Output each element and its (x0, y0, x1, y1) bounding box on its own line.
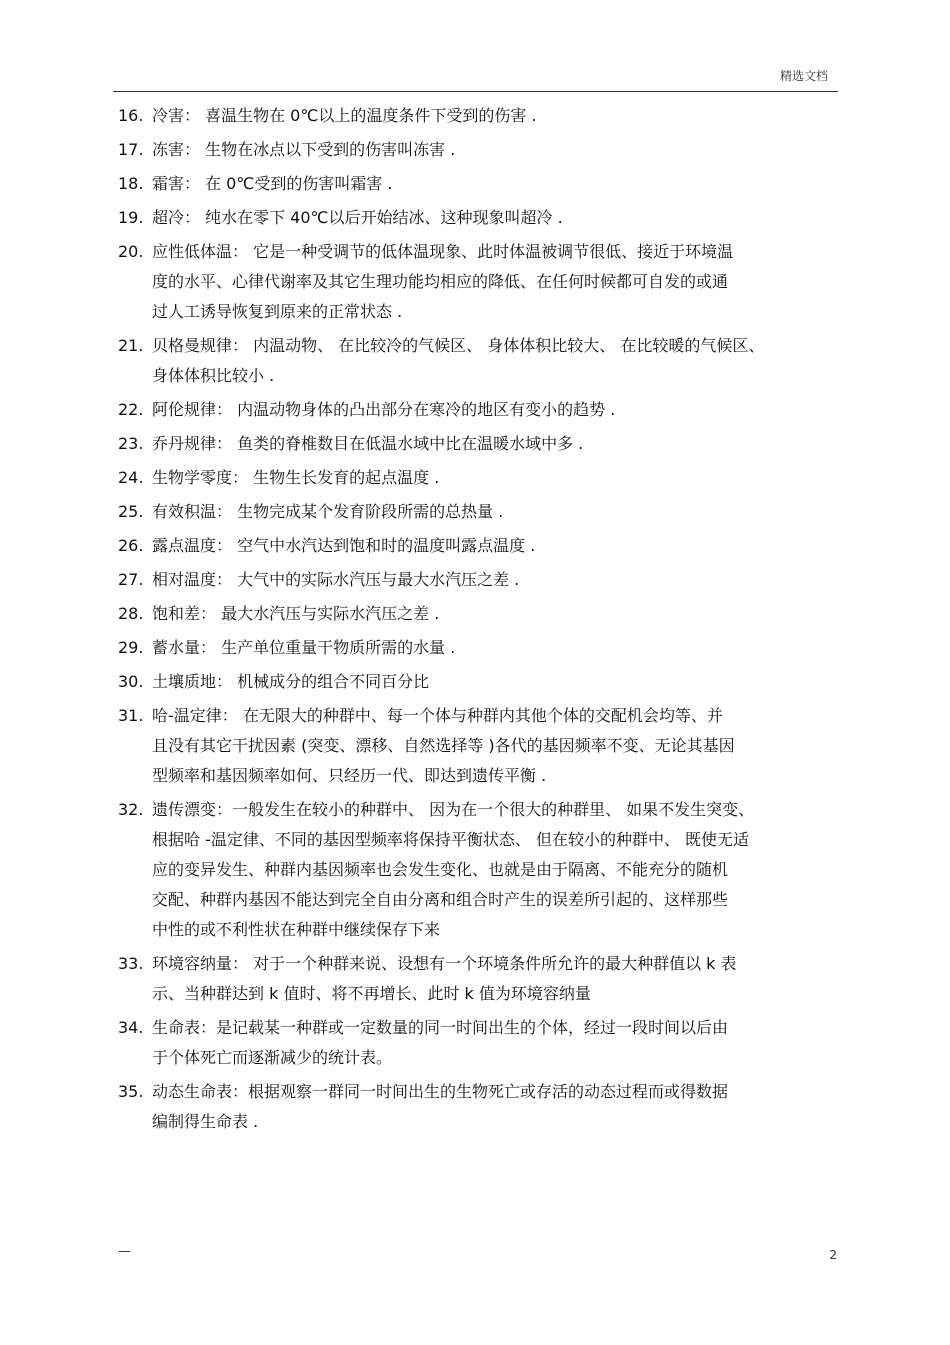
entry-number: 22. (118, 400, 144, 419)
definition-entry (118, 135, 843, 165)
entry-text-line: 度的水平、心律代谢率及其它生理功能均相应的降低、在任何时候都可自发的或通 (152, 272, 729, 291)
definition-entry (118, 949, 843, 1009)
entry-text-line: 示、当种群达到 k 值时、将不再增长、此时 k 值为环境容纳量 (152, 984, 591, 1003)
header-rule (113, 91, 838, 92)
definition-entry (118, 1013, 843, 1073)
definition-entry (118, 101, 843, 131)
entry-text-line: 相对温度： 大气中的实际水汽压与最大水汽压之差 . (152, 570, 520, 589)
entry-text-line: 贝格曼规律： 内温动物、 在比较冷的气候区、 身体体积比较大、 在比较暖的气候区、 (152, 336, 765, 355)
definition-entry (118, 169, 843, 199)
definition-entry (118, 565, 843, 595)
page-number: 2 (829, 1248, 837, 1262)
entry-text-line: 露点温度： 空气中水汽达到饱和时的温度叫露点温度 . (152, 536, 536, 555)
entry-text-line: 冻害： 生物在冰点以下受到的伤害叫冻害 . (152, 140, 456, 159)
entry-text-line: 蓄水量： 生产单位重量干物质所需的水量 . (152, 638, 456, 657)
header-label: 精选文档 (779, 69, 828, 83)
entry-number: 32. (118, 800, 144, 819)
definition-entry (118, 331, 843, 391)
definition-entry (118, 429, 843, 459)
entry-text-line: 应性低体温： 它是一种受调节的低体温现象、此时体温被调节很低、接近于环境温 (152, 242, 734, 261)
entry-text-line: 生物学零度： 生物生长发育的起点温度 . (152, 468, 440, 487)
entry-number: 18. (118, 174, 144, 193)
entry-text-line: 应的变异发生、种群内基因频率也会发生变化、也就是由于隔离、不能充分的随机 (152, 860, 729, 879)
entry-text-line: 身体体积比较小 . (152, 366, 275, 385)
entry-number: 28. (118, 604, 144, 623)
entry-number: 29. (118, 638, 144, 657)
entry-number: 24. (118, 468, 144, 487)
entry-text-line: 霜害： 在 0℃受到的伤害叫霜害 . (152, 174, 393, 193)
entry-text-line: 乔丹规律： 鱼类的脊椎数目在低温水域中比在温暖水域中多 . (152, 434, 584, 453)
entry-text-line: 于个体死亡而逐渐减少的统计表。 (152, 1048, 393, 1067)
definition-entry (118, 701, 843, 791)
entry-number: 27. (118, 570, 144, 589)
entry-text-line: 根据哈 -温定律、不同的基因型频率将保持平衡状态、 但在较小的种群中、 既使无适 (152, 830, 750, 849)
entry-text-line: 哈-温定律： 在无限大的种群中、每一个体与种群内其他个体的交配机会均等、并 (152, 706, 723, 725)
entry-text-line: 生命表：是记载某一种群或一定数量的同一时间出生的个体，经过一段时间以后由 (152, 1018, 729, 1037)
definition-entry (118, 531, 843, 561)
entry-number: 31. (118, 706, 144, 725)
entry-text-line: 有效积温： 生物完成某个发育阶段所需的总热量 . (152, 502, 504, 521)
definition-entry (118, 1077, 843, 1137)
entry-number: 30. (118, 672, 144, 691)
entry-text-line: 土壤质地： 机械成分的组合不同百分比 (152, 672, 430, 691)
entry-text-line: 环境容纳量： 对于一个种群来说、设想有一个环境条件所允许的最大种群值以 k 表 (152, 954, 737, 973)
entry-text-line: 交配、种群内基因不能达到完全自由分离和组合时产生的误差所引起的、这样那些 (152, 890, 729, 909)
entry-text-line: 超冷： 纯水在零下 40℃以后开始结冰、这种现象叫超冷 . (152, 208, 563, 227)
entry-list (118, 101, 843, 1141)
entry-text-line: 编制得生命表 . (152, 1112, 259, 1131)
definition-entry (118, 237, 843, 327)
entry-number: 19. (118, 208, 144, 227)
entry-text-line: 且没有其它干扰因素 (突变、漂移、自然选择等 )各代的基因频率不变、无论其基因 (152, 736, 735, 755)
entry-number: 21. (118, 336, 144, 355)
definition-entry (118, 667, 843, 697)
entry-text-line: 冷害： 喜温生物在 0℃以上的温度条件下受到的伤害 . (152, 106, 537, 125)
entry-text-line: 动态生命表：根据观察一群同一时间出生的生物死亡或存活的动态过程而或得数据 (152, 1082, 729, 1101)
entry-number: 16. (118, 106, 144, 125)
definition-entry (118, 795, 843, 945)
entry-text-line: 过人工诱导恢复到原来的正常状态 . (152, 302, 403, 321)
definition-entry (118, 497, 843, 527)
entry-number: 17. (118, 140, 144, 159)
definition-entry (118, 395, 843, 425)
entry-number: 33. (118, 954, 144, 973)
definition-entry (118, 633, 843, 663)
definition-entry (118, 203, 843, 233)
entry-text-line: 中性的或不利性状在种群中继续保存下来 (152, 920, 441, 939)
definition-entry (118, 599, 843, 629)
entry-number: 20. (118, 242, 144, 261)
entry-text-line: 饱和差： 最大水汽压与实际水汽压之差 . (152, 604, 440, 623)
entry-text-line: 遗传漂变：一般发生在较小的种群中、 因为在一个很大的种群里、 如果不发生突变、 (152, 800, 755, 819)
entry-number: 23. (118, 434, 144, 453)
entry-number: 34. (118, 1018, 144, 1037)
footer-dash: — (118, 1244, 131, 1259)
entry-number: 35. (118, 1082, 144, 1101)
entry-number: 25. (118, 502, 144, 521)
definition-entry (118, 463, 843, 493)
entry-text-line: 阿伦规律： 内温动物身体的凸出部分在寒冷的地区有变小的趋势 . (152, 400, 616, 419)
entry-text-line: 型频率和基因频率如何、只经历一代、即达到遗传平衡 . (152, 766, 547, 785)
entry-number: 26. (118, 536, 144, 555)
